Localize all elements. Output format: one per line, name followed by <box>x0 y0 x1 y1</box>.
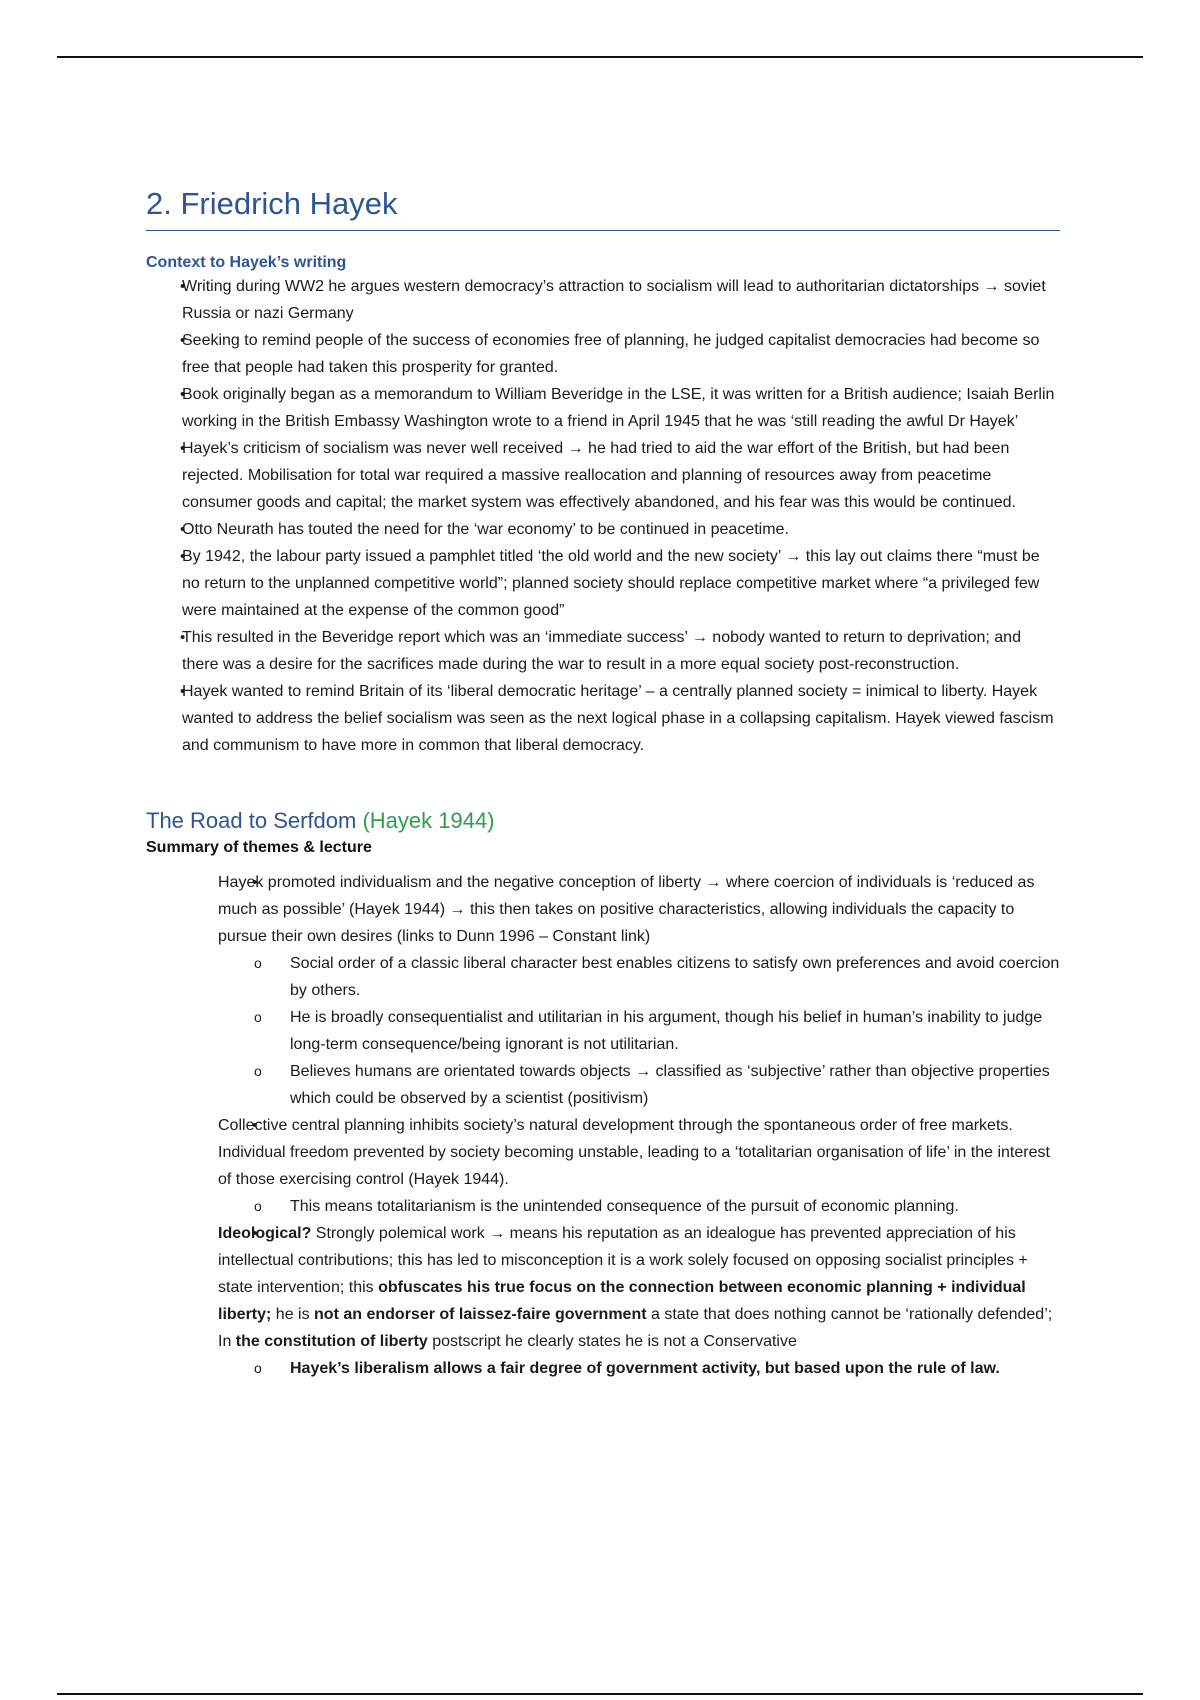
list-item <box>218 1112 1060 1220</box>
sub-list-item: o This means totalitarianism is the unintended consequence of the pursuit of economic planning. <box>290 1193 1060 1220</box>
sub-list <box>218 1355 1060 1382</box>
list-item: • Otto Neurath has touted the need for the ‘war economy’ to be continued in peacetime. <box>182 516 1060 543</box>
sub-list-item: o Social order of a classic liberal character best enables citizens to satisfy own preferences and avoid coercion by others. <box>290 950 1060 1004</box>
document-body <box>146 184 1060 1382</box>
summary-heading: Summary of themes & lecture <box>146 839 372 856</box>
footer-rule <box>57 1693 1143 1695</box>
summary-list <box>146 869 1060 1382</box>
road-heading-text: The Road to Serfdom <box>146 808 357 833</box>
header-rule <box>57 56 1143 58</box>
list-item: • Book originally began as a memorandum to William Beveridge in the LSE, it was written for a British audience; Isaiah Berlin working in the British Embassy Washington wrote to a friend in April 1945 that he was ‘still reading the awful Dr Hayek’ <box>182 381 1060 435</box>
list-item: • Hayek wanted to remind Britain of its ‘liberal democratic heritage’ – a centrally planned society = inimical to liberty. Hayek wanted to address the belief socialism was seen as the next logical phase in a collapsing capitalism. Hayek viewed fascism and communism to have more in common that liberal democracy. <box>182 678 1060 759</box>
page-title: 2. Friedrich Hayek <box>146 184 1060 231</box>
list-item: • By 1942, the labour party issued a pamphlet titled ‘the old world and the new society’ → this lay out claims there “must be no return to the unplanned competitive world”; planned society should replace competitive market where “a privileged few were maintained at the expense of the common good” <box>182 543 1060 624</box>
sub-list-item: o He is broadly consequentialist and utilitarian in his argument, though his belief in human’s inability to judge long-term consequence/being ignorant is not utilitarian. <box>290 1004 1060 1058</box>
sub-list-item: o Hayek’s liberalism allows a fair degree of government activity, but based upon the rule of law. <box>290 1355 1060 1382</box>
context-list <box>146 273 1060 759</box>
sub-list-item: o Believes humans are orientated towards objects → classified as ‘subjective’ rather than objective properties which could be observed by a scientist (positivism) <box>290 1058 1060 1112</box>
bold-lead: Ideological? <box>218 1225 312 1242</box>
list-item <box>218 869 1060 1112</box>
list-item: • Writing during WW2 he argues western democracy’s attraction to socialism will lead to authoritarian dictatorships → soviet Russia or nazi Germany <box>182 273 1060 327</box>
list-item <box>218 1220 1060 1382</box>
sub-list <box>218 950 1060 1112</box>
context-heading: Context to Hayek’s writing <box>146 254 347 271</box>
list-item: • Hayek’s criticism of socialism was never well received → he had tried to aid the war effort of the British, but had been rejected. Mobilisation for total war required a massive reallocation and planning of resources away from peacetime consumer goods and capital; the market system was effectively abandoned, and his fear was this would be continued. <box>182 435 1060 516</box>
road-to-serfdom-heading <box>146 807 1060 835</box>
sub-list <box>218 1193 1060 1220</box>
list-item: • This resulted in the Beveridge report which was an ‘immediate success’ → nobody wanted to return to deprivation; and there was a desire for the sacrifices made during the war to result in a more equal society post-reconstruction. <box>182 624 1060 678</box>
summary-item-3-text: Ideological? Strongly polemical work → means his reputation as an idealogue has prevented appreciation of his intellectual contributions; this has led to misconception it is a work solely focused on opposing socialist principles + state intervention; this obfuscates his true focus on the connection between economic planning + individual liberty; he is not an endorser of laissez-faire government a state that does nothing cannot be ‘rationally defended’; In the constitution of liberty postscript he clearly states he is not a Conservative <box>218 1225 1053 1350</box>
list-item: • Seeking to remind people of the success of economies free of planning, he judged capitalist democracies had become so free that people had taken this prosperity for granted. <box>182 327 1060 381</box>
summary-item-1-text: Hayek promoted individualism and the negative conception of liberty → where coercion of individuals is ‘reduced as much as possible’ (Hayek 1944) → this then takes on positive characteristics, allowing individuals the capacity to pursue their own desires (links to Dunn 1996 – Constant link) <box>218 874 1035 945</box>
road-heading-citation: (Hayek 1944) <box>362 808 495 833</box>
summary-item-2-text: Collective central planning inhibits society’s natural development through the spontaneous order of free markets. Individual freedom prevented by society becoming unstable, leading to a ‘totalitarian organisation of life’ in the interest of those exercising control (Hayek 1944). <box>218 1117 1050 1188</box>
